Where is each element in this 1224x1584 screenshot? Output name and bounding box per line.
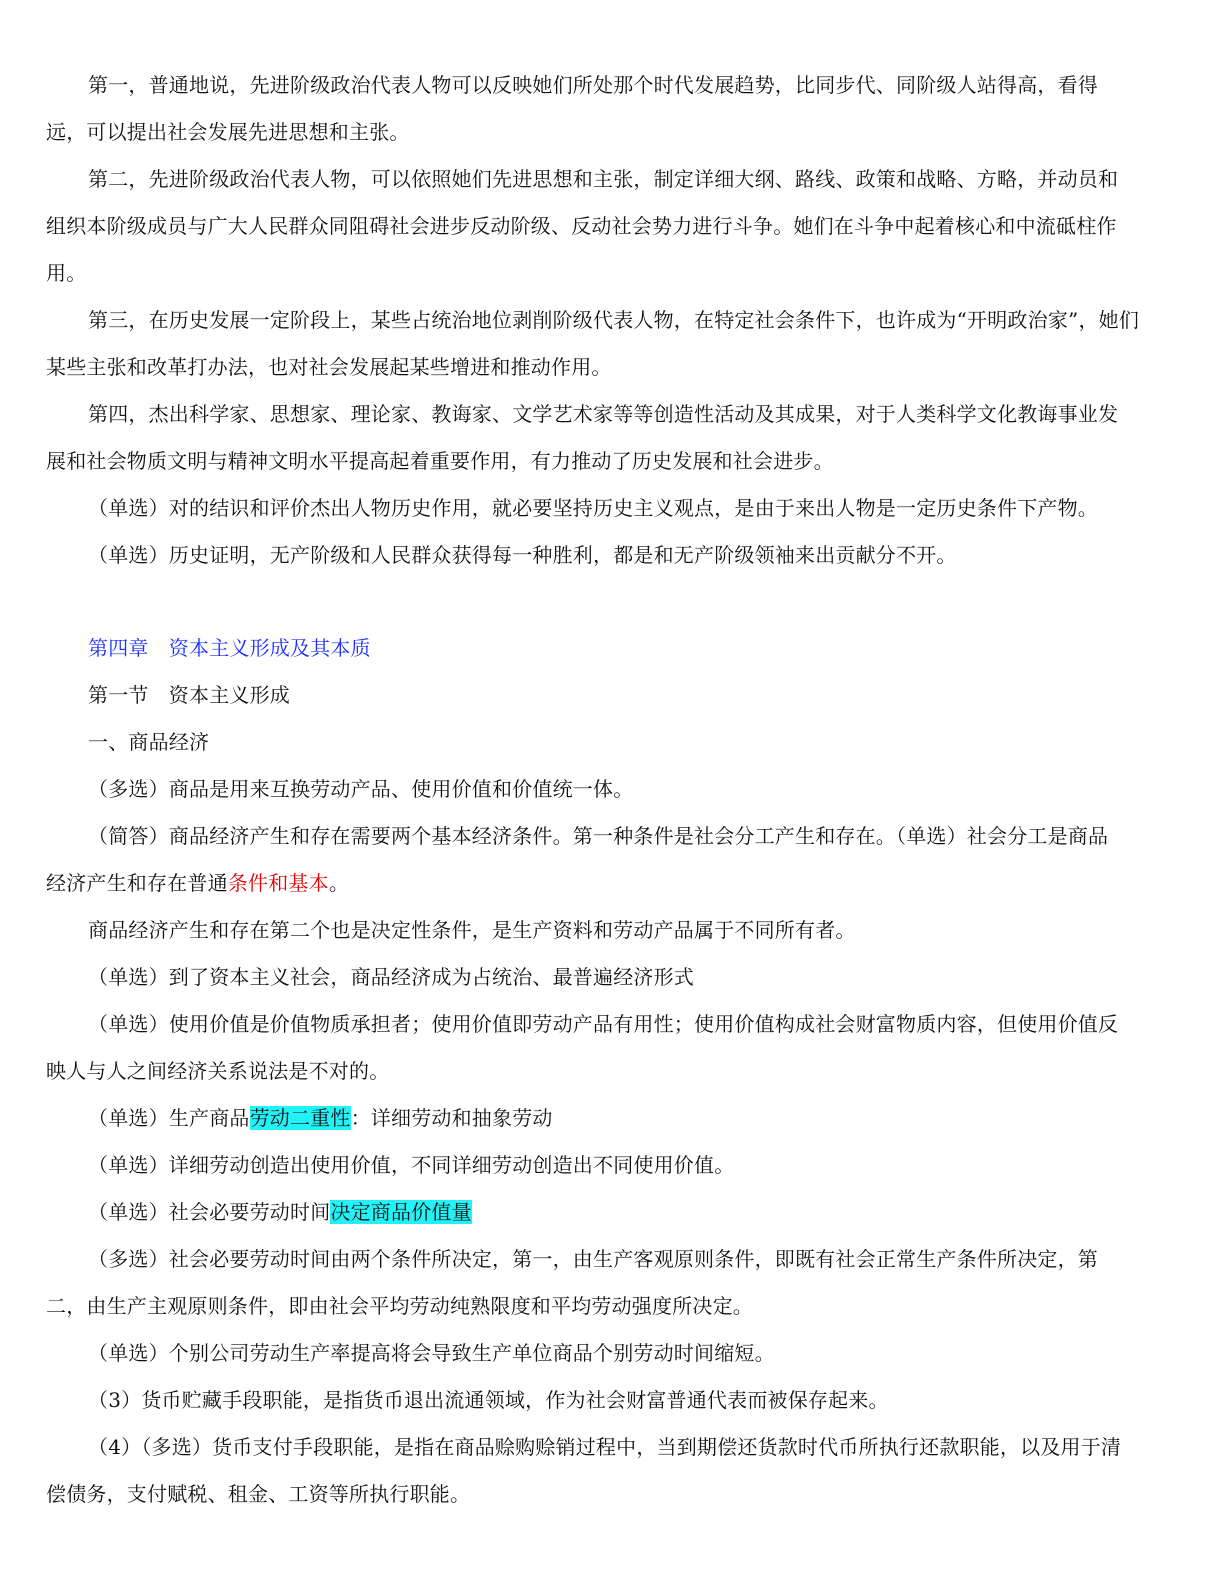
text-line: 第一，普通地说，先进阶级政治代表人物可以反映她们所处那个时代发展趋势，比同步代、同阶级人站得高，看得 [88, 73, 1098, 97]
text-line: （单选）对的结识和评价杰出人物历史作用，就必要坚持历史主义观点，是由于来出人物是一定历史条件下产物。 [88, 496, 1098, 520]
item-productivity: （单选）个别公司劳动生产率提高将会导致生产单位商品个别劳动时间缩短。 [88, 1341, 775, 1365]
item-use-value [46, 1001, 1166, 1095]
item-time-conditions [46, 1236, 1166, 1330]
red-emphasis-text: 条件和基本 [227, 871, 329, 895]
text-line: （单选）生产商品 [88, 1106, 250, 1130]
paragraph-single-choice-1 [46, 485, 1166, 532]
text-line: （单选）使用价值是价值物质承担者；使用价值即劳动产品有用性；使用价值构成社会财富物质内容，但使用价值反 [88, 1012, 1119, 1036]
text-line: 远，可以提出社会发展先进思想和主张。 [46, 120, 410, 144]
text-line: （简答）商品经济产生和存在需要两个基本经济条件。第一种条件是社会分工产生和存在。（单选）社会分工是商品 [88, 824, 1109, 848]
text-line: 某些主张和改革打办法，也对社会发展起某些增进和推动作用。 [46, 355, 612, 379]
item-dual-labor [46, 1095, 1166, 1142]
item-socially-necessary-time [46, 1189, 1166, 1236]
chapter-title: 第四章 资本主义形成及其本质 [88, 636, 371, 660]
item-concrete-labor: （单选）详细劳动创造出使用价值，不同详细劳动创造出不同使用价值。 [88, 1153, 735, 1177]
item-hoarding-function: （3）货币贮藏手段职能，是指货币退出流通领域，作为社会财富普通代表而被保存起来。 [88, 1388, 889, 1412]
subsection-title: 一、商品经济 [88, 730, 210, 754]
text-line: 第四，杰出科学家、思想家、理论家、教诲家、文学艺术家等等创造性活动及其成果，对于人类科学文化教诲事业发 [88, 402, 1119, 426]
item-capitalist-society: （单选）到了资本主义社会，商品经济成为占统治、最普遍经济形式 [88, 965, 694, 989]
text-line: 组织本阶级成员与广大人民群众同阻碍社会进步反动阶级、反动社会势力进行斗争。她们在斗争中起着核心和中流砥柱作 [46, 214, 1117, 238]
paragraph-first-point [46, 62, 1166, 156]
text-line: ：详细劳动和抽象劳动 [350, 1106, 553, 1130]
text-line: 偿债务，支付赋税、租金、工资等所执行职能。 [46, 1482, 471, 1506]
paragraph-single-choice-2 [46, 532, 1166, 579]
item-payment-function [46, 1424, 1166, 1518]
text-line: 第三，在历史发展一定阶段上，某些占统治地位剥削阶级代表人物，在特定社会条件下，也许成为“开明政治家”，她们 [88, 308, 1140, 332]
text-line: 经济产生和存在普通 [46, 871, 228, 895]
item-commodity-economy-conditions [46, 813, 1166, 907]
paragraph-fourth-point [46, 391, 1166, 485]
text-line: 映人与人之间经济关系说法是不对的。 [46, 1059, 390, 1083]
text-line: 第二，先进阶级政治代表人物，可以依照她们先进思想和主张，制定详细大纲、路线、政策和战略、方略，并动员和 [88, 167, 1119, 191]
item-commodity-definition: （多选）商品是用来互换劳动产品、使用价值和价值统一体。 [88, 777, 634, 801]
text-line: 展和社会物质文明与精神文明水平提高起着重要作用，有力推动了历史发展和社会进步。 [46, 449, 834, 473]
paragraph-second-point [46, 156, 1166, 297]
text-line: 二，由生产主观原则条件，即由社会平均劳动纯熟限度和平均劳动强度所决定。 [46, 1294, 753, 1318]
text-line: （单选）社会必要劳动时间 [88, 1200, 331, 1224]
section-title: 第一节 资本主义形成 [88, 683, 290, 707]
text-line: （单选）历史证明，无产阶级和人民群众获得每一种胜利，都是和无产阶级领袖来出贡献分不开。 [88, 543, 957, 567]
text-line: 。 [328, 871, 350, 895]
text-line: 用。 [46, 261, 87, 285]
text-line: （多选）社会必要劳动时间由两个条件所决定，第一，由生产客观原则条件，即既有社会正常生产条件所决定，第 [88, 1247, 1098, 1271]
text-line: （4）（多选）货币支付手段职能，是指在商品赊购赊销过程中，当到期偿还货款时代币所执行还款职能，以及用于清 [88, 1435, 1122, 1459]
highlighted-text: 决定商品价值量 [330, 1200, 472, 1224]
paragraph-third-point [46, 297, 1166, 391]
section-gap [46, 579, 1166, 625]
highlighted-text: 劳动二重性 [249, 1106, 351, 1130]
item-second-condition: 商品经济产生和存在第二个也是决定性条件，是生产资料和劳动产品属于不同所有者。 [88, 918, 856, 942]
